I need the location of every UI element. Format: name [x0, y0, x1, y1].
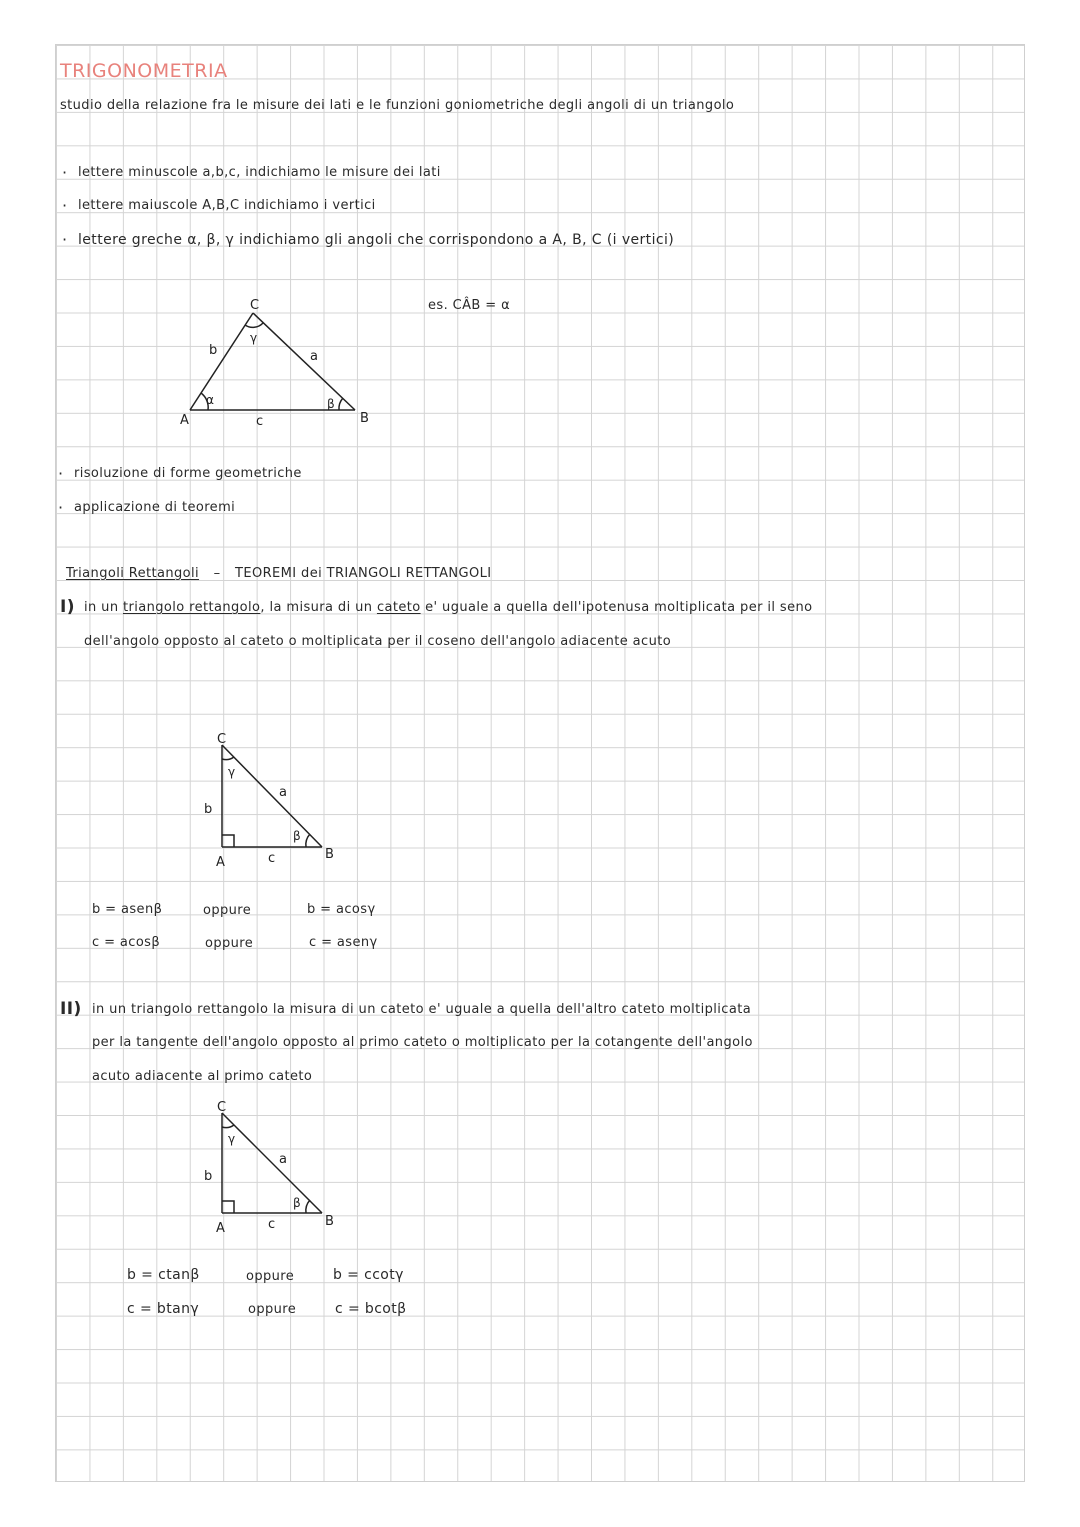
vertex-label-c: C [250, 298, 260, 313]
theorem2-line2: per la tangente dell'angolo opposto al primo cateto o moltiplicato per la cotangente dell'angolo [92, 1035, 753, 1050]
bullet-vertices: · lettere maiuscole A,B,C indichiamo i vertici [78, 198, 376, 213]
formula-right: b = ccotγ [333, 1267, 404, 1283]
formula-left: c = acosβ [92, 935, 161, 950]
side-label-c: c [268, 851, 276, 866]
section-separator: – [213, 566, 221, 581]
use-item-forms: · risoluzione di forme geometriche [74, 466, 302, 481]
formula-left: b = asenβ [92, 902, 163, 917]
formula-oppure: oppure [248, 1302, 297, 1317]
side-label-b: b [204, 1169, 213, 1184]
angle-label-gamma: γ [228, 765, 236, 779]
angle-label-beta: β [293, 1196, 301, 1210]
vertex-label-c: C [217, 732, 227, 747]
angle-label-beta: β [327, 397, 335, 411]
side-label-a: a [279, 785, 287, 800]
section-subtitle: TEOREMI dei TRIANGOLI RETTANGOLI [235, 566, 492, 581]
formula-right: b = acosγ [307, 902, 376, 917]
angle-label-beta: β [293, 829, 301, 843]
bullet-sides: · lettere minuscole a,b,c, indichiamo le misure dei lati [78, 165, 441, 180]
formula-oppure: oppure [205, 936, 254, 951]
side-label-a: a [279, 1152, 287, 1167]
theorem1-numeral: I) [60, 597, 75, 617]
side-label-b: b [209, 343, 218, 358]
theorem1-line2: dell'angolo opposto al cateto o moltiplicata per il coseno dell'angolo adiacente acuto [84, 634, 672, 649]
vertex-label-b: B [325, 847, 334, 862]
vertex-label-a: A [180, 413, 189, 428]
angle-label-alpha: α [206, 393, 214, 407]
formula-oppure: oppure [246, 1269, 295, 1284]
theorem1-text-b: , la misura di un [260, 600, 373, 615]
formula-left: b = ctanβ [127, 1267, 200, 1283]
theorem1-text-c: e' uguale a quella dell'ipotenusa moltiplicata per il seno [425, 600, 813, 615]
vertex-label-a: A [216, 855, 225, 870]
vertex-label-a: A [216, 1221, 225, 1236]
theorem2-line3: acuto adiacente al primo cateto [92, 1069, 313, 1084]
theorem1-key-term-2: cateto [376, 600, 421, 615]
side-label-b: b [204, 802, 213, 817]
theorem2-numeral: II) [60, 999, 82, 1019]
theorem1-key-term: triangolo rettangolo [123, 600, 261, 615]
theorem1-text-a: in un [84, 600, 119, 615]
section-label: Triangoli Rettangoli [66, 566, 200, 581]
vertex-label-c: C [217, 1100, 227, 1115]
formula-right: c = asenγ [309, 935, 378, 950]
intro-text: studio della relazione fra le misure dei lati e le funzioni goniometriche degli angoli di un triangolo [60, 98, 735, 113]
example-note: es. CÂB = α [428, 298, 511, 313]
side-label-a: a [310, 349, 318, 364]
angle-label-gamma: γ [250, 331, 258, 345]
side-label-c: c [268, 1217, 276, 1232]
formula-left: c = btanγ [127, 1301, 200, 1317]
theorem2-line1: in un triangolo rettangolo la misura di un cateto e' uguale a quella dell'altro cateto moltiplicata [92, 1002, 752, 1017]
angle-label-gamma: γ [228, 1132, 236, 1146]
formula-right: c = bcotβ [335, 1301, 407, 1317]
side-label-c: c [256, 414, 264, 429]
vertex-label-b: B [325, 1214, 334, 1229]
bullet-angles: · lettere greche α, β, γ indichiamo gli angoli che corrispondono a A, B, C (i vertici) [78, 232, 674, 248]
vertex-label-b: B [360, 411, 369, 426]
page-title: TRIGONOMETRIA [60, 60, 228, 82]
formula-oppure: oppure [203, 903, 252, 918]
use-item-theorems: · applicazione di teoremi [74, 500, 235, 515]
